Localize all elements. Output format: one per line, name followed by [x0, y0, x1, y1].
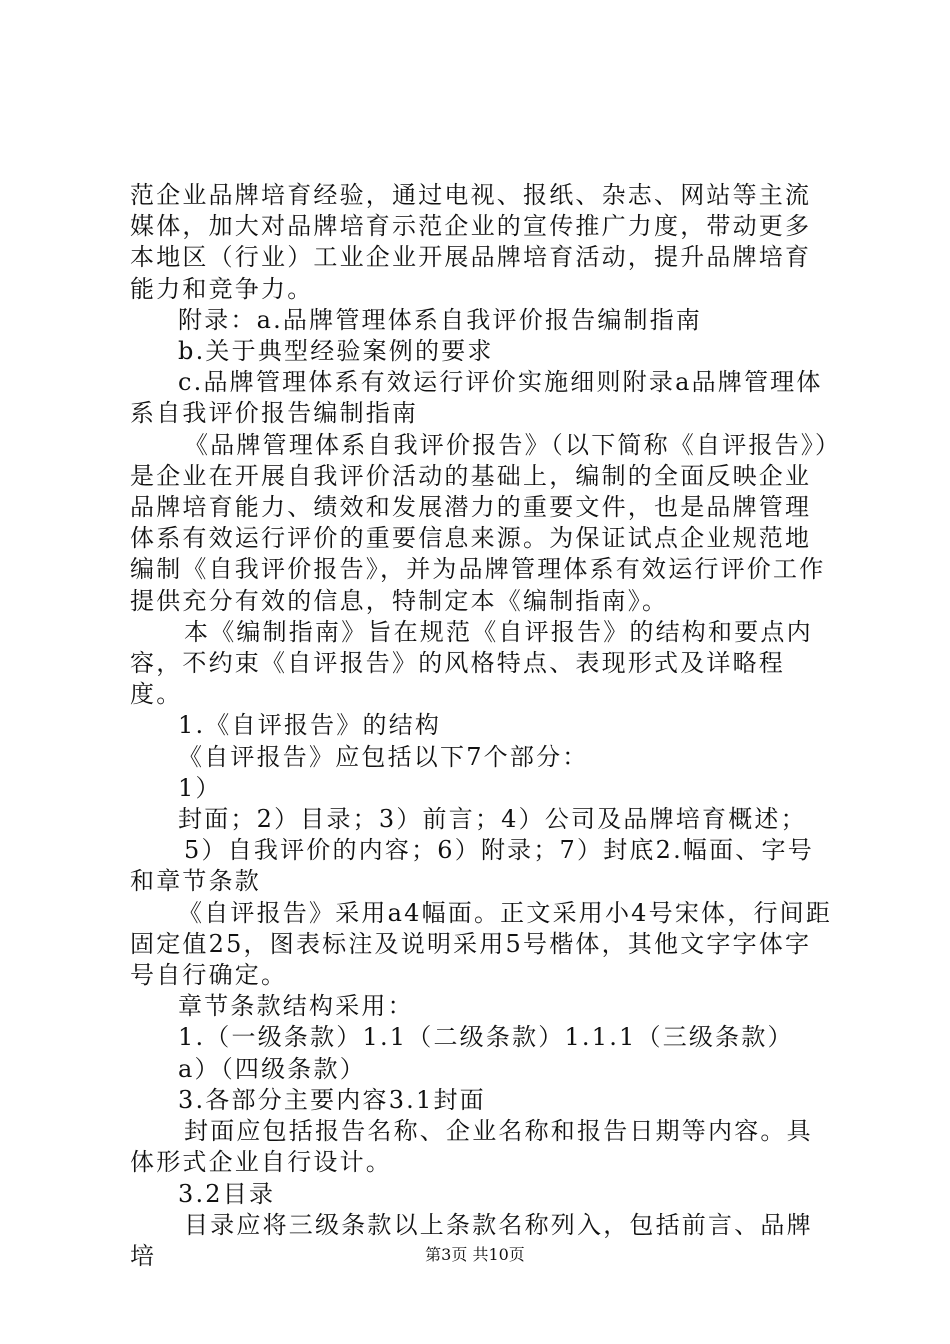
- paragraph-8: 《自评报告》应包括以下7个部分：: [178, 742, 589, 771]
- paragraph-6: 本《编制指南》旨在规范《自评报告》的结构和要点内容，不约束《自评报告》的风格特点、表现形式及详略程度。: [130, 617, 813, 709]
- body-text: [130, 180, 835, 1272]
- paragraph-14: 1.（一级条款）1.1（二级条款）1.1.1（三级条款）: [178, 1023, 794, 1052]
- paragraph-13: 章节条款结构采用：: [178, 992, 414, 1021]
- paragraph-17: 封面应包括报告名称、企业名称和报告日期等内容。具体形式企业自行设计。: [130, 1117, 813, 1177]
- paragraph-19: 目录应将三级条款以上条款名称列入，包括前言、品牌培: [130, 1210, 813, 1270]
- paragraph-16: 3.各部分主要内容3.1封面: [178, 1085, 486, 1114]
- paragraph-9: 1）: [178, 773, 222, 802]
- paragraph-4: c.品牌管理体系有效运行评价实施细则附录a品牌管理体系自我评价报告编制指南: [130, 368, 823, 428]
- page-footer: [0, 1242, 950, 1265]
- paragraph-3: b.关于典型经验案例的要求: [178, 337, 494, 366]
- paragraph-7: 1.《自评报告》的结构: [178, 711, 442, 740]
- paragraph-12: 《自评报告》采用a4幅面。正文采用小4号宋体，行间距固定值25，图表标注及说明采用5号楷体，其他文字字体字号自行确定。: [130, 898, 833, 990]
- paragraph-1: 范企业品牌培育经验，通过电视、报纸、杂志、网站等主流媒体，加大对品牌培育示范企业的宣传推广力度，带动更多本地区（行业）工业企业开展品牌培育活动，提升品牌培育能力和竞争力。: [130, 181, 812, 303]
- paragraph-11: 5）自我评价的内容；6）附录；7）封底2.幅面、字号和章节条款: [130, 836, 814, 896]
- paragraph-10: 封面；2）目录；3）前言；4）公司及品牌培育概述；: [178, 805, 807, 834]
- page-number-label: 第3页 共10页: [425, 1245, 525, 1264]
- paragraph-15: a）（四级条款）: [178, 1054, 366, 1083]
- paragraph-18: 3.2目录: [178, 1179, 276, 1208]
- paragraph-5: 《品牌管理体系自我评价报告》（以下简称《自评报告》）是企业在开展自我评价活动的基础上，编制的全面反映企业品牌培育能力、绩效和发展潜力的重要文件，也是品牌管理体系有效运行评价的重要信息来源。为保证试点企业规范地编制《自我评价报告》，并为品牌管理体系有效运行评价工作提供充分有效的信息，特制定本《编制指南》。: [130, 430, 830, 615]
- paragraph-2: 附录：a.品牌管理体系自我评价报告编制指南: [178, 305, 703, 334]
